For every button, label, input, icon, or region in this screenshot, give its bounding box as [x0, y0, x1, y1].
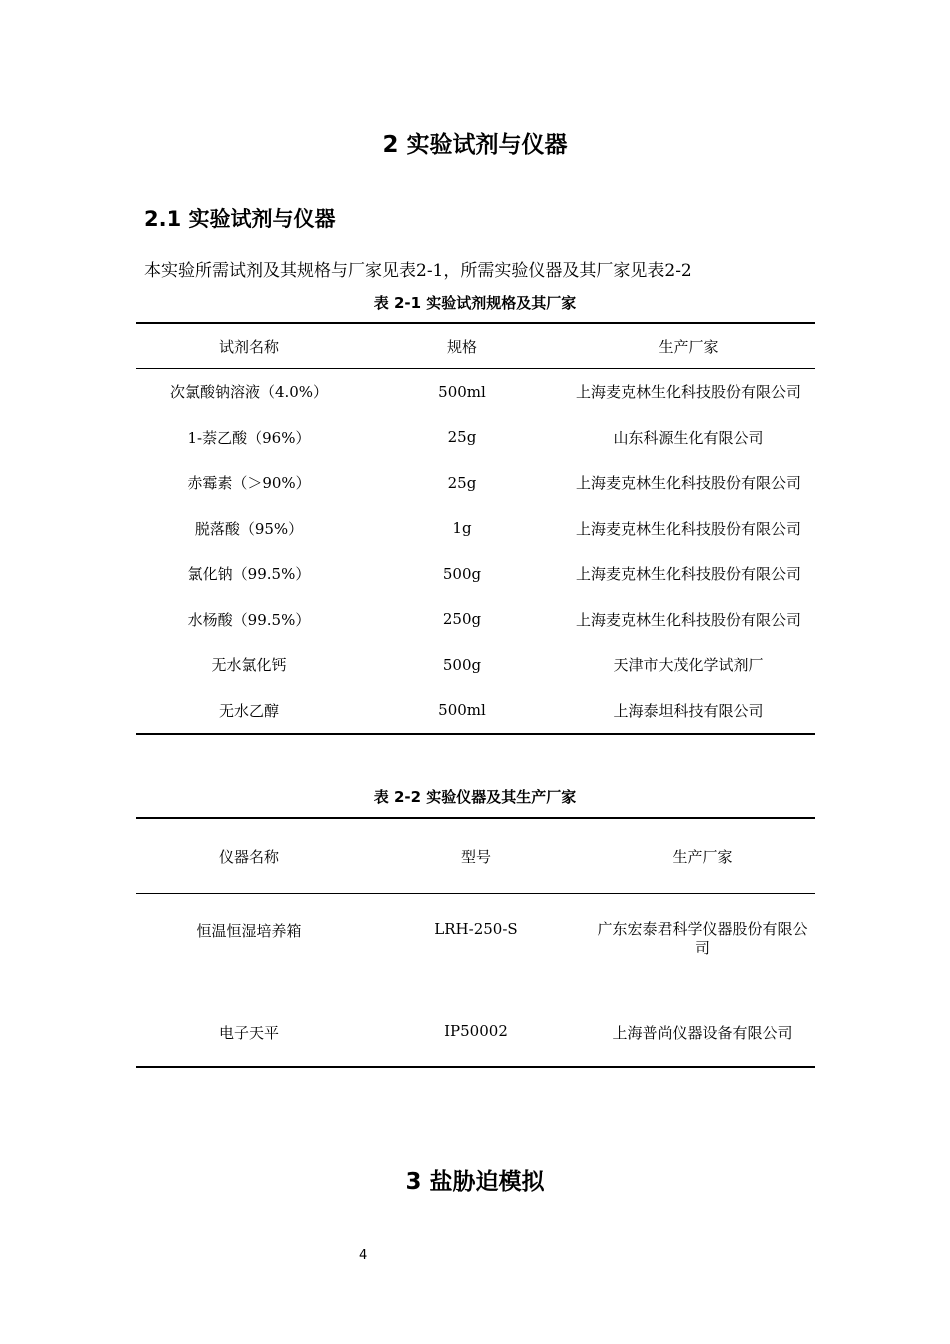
reagent-manufacturer: 上海麦克林生化科技股份有限公司: [575, 565, 801, 584]
instrument-manufacturer: 广东宏泰君科学仪器股份有限公司: [597, 920, 808, 957]
header-model: 型号: [362, 818, 590, 894]
table-header-row: [136, 323, 815, 369]
reagent-spec: 500g: [442, 564, 482, 583]
reagent-name: 1-萘乙酸（96%）: [187, 428, 311, 447]
reagent-manufacturer: 天津市大茂化学试剂厂: [613, 656, 764, 675]
table-row: [136, 506, 815, 552]
reagent-manufacturer: 上海麦克林生化科技股份有限公司: [575, 610, 801, 629]
reagent-manufacturer: 上海麦克林生化科技股份有限公司: [575, 383, 801, 402]
reagent-spec: 1g: [452, 519, 472, 538]
reagent-name: 赤霉素（＞90%）: [187, 474, 311, 493]
table-row: [136, 688, 815, 735]
header-instrument-name: 仪器名称: [136, 818, 362, 894]
reagent-spec: 25g: [447, 473, 477, 492]
reagent-manufacturer: 上海麦克林生化科技股份有限公司: [575, 474, 801, 493]
reagent-spec: 500ml: [438, 382, 486, 401]
table-2-caption: 表 2-2 实验仪器及其生产厂家: [373, 788, 577, 806]
table-row: [136, 415, 815, 461]
reagent-name: 次氯酸钠溶液（4.0%）: [169, 383, 329, 402]
table-row: [136, 1008, 815, 1067]
section-2-title: 2 实验试剂与仪器: [382, 132, 568, 158]
reagent-manufacturer: 山东科源生化有限公司: [613, 428, 764, 447]
reagent-name: 无水乙醇: [218, 701, 279, 720]
section-3-title: 3 盐胁迫模拟: [405, 1169, 545, 1195]
table-row: [136, 369, 815, 415]
table-row: [136, 894, 815, 1009]
instrument-model: IP50002: [444, 1022, 508, 1040]
header-spec: 规格: [362, 323, 562, 369]
instrument-table: [136, 817, 815, 1068]
reagent-table: [136, 322, 815, 735]
table-row: [136, 642, 815, 688]
page-number: 4: [359, 1248, 368, 1263]
reagent-manufacturer: 上海麦克林生化科技股份有限公司: [575, 519, 801, 538]
header-reagent-name: 试剂名称: [136, 323, 362, 369]
reagent-name: 脱落酸（95%）: [194, 519, 304, 538]
instrument-model: LRH-250-S: [434, 920, 518, 938]
table-row: [136, 460, 815, 506]
reagent-manufacturer: 上海泰坦科技有限公司: [613, 701, 764, 720]
reagent-name: 氯化钠（99.5%）: [187, 565, 311, 584]
reagent-spec: 25g: [447, 428, 477, 447]
instrument-name: 电子天平: [218, 1024, 279, 1042]
header-manufacturer: 生产厂家: [562, 323, 815, 369]
table-header-row: [136, 818, 815, 894]
reagent-name: 水杨酸（99.5%）: [187, 610, 311, 629]
section-2-1-title: 2.1 实验试剂与仪器: [144, 207, 336, 231]
header-manufacturer: 生产厂家: [590, 818, 815, 894]
reagent-spec: 500g: [442, 655, 482, 674]
reagent-spec: 250g: [442, 610, 482, 629]
instrument-name: 恒温恒湿培养箱: [196, 922, 302, 940]
instrument-manufacturer: 上海普尚仪器设备有限公司: [612, 1024, 793, 1042]
intro-paragraph: 本实验所需试剂及其规格与厂家见表2-1，所需实验仪器及其厂家见表2-2: [144, 261, 692, 281]
table-row: [136, 551, 815, 597]
reagent-spec: 500ml: [438, 701, 486, 720]
table-row: [136, 597, 815, 643]
table-1-caption: 表 2-1 实验试剂规格及其厂家: [373, 294, 577, 312]
reagent-name: 无水氯化钙: [211, 656, 287, 675]
